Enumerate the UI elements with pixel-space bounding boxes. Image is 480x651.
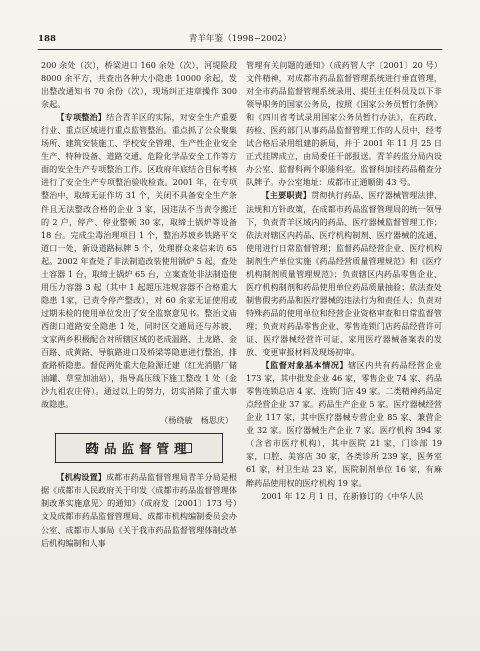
- page-header: [38, 33, 442, 50]
- section-special-rectification: [41, 111, 237, 411]
- running-title: 青羊年鉴（1998~2002）: [188, 34, 292, 44]
- section-banner: [55, 433, 223, 463]
- section-text: 辖区内共有药品经营企业 173 家，其中批发企业 46 家，零售企业 74 家、药品零售连锁总店 4 家、连锁门店 49 家。二类精神药品定点经营企业 37 家。药品生产企业 5 家。医疗器械经营企业 117 家，其中医疗器械专营企业 85 家、兼营企业 32 家。医疗器械生产企业 7 家。医疗机构 394 家（含省市医疗机构），其中医院 21 家，门诊部 19 家，口腔、美容店 30 家，各类诊所 239 家，医务室 61 家，村卫生站 23 家，医院制剂单位 16 家，有麻醉药品使用权的医疗机构 19 家。: [246, 360, 442, 488]
- section-text: 贯彻执行药品、医疗器械管理法律、法规和方针政策，在成都市药品监督管理局的统一领导下，负责青羊区域内的药品、医疗器械监督管理工作；依法对辖区内药品、医疗机构制剂、医疗器械的流通、使用进行日常监督管理；监督药品经营企业、医疗机构制剂生产单位实施《药品经营质量管理规范》和《医疗机构制剂质量管理规范》；负责辖区内药品零售企业、医疗机构制剂和药品使用单位药品质量抽验；依法查处制售假劣药品和医疗器械的违法行为和责任人；负责对特殊药品的使用单位和经营企业资格审查和日常监督管理；负责对药品零售企业、零售连锁门店药品经营许可证、医疗器械经营许可证、家用医疗器械备案表的发放、变更审报材料及现场初审。: [246, 190, 442, 358]
- page-number: 188: [38, 34, 56, 44]
- section-supervised-objects: [246, 359, 442, 489]
- paragraph-continued: 管理有关问题的通知》（成药管人字〔2001〕20 号）文件精神，对成都市药品监督管理系统进行垂直管理，对全市药品监督管理系统录用、提任主任科员及以下非领导职务的国家公务员，按照《国家公务员暂行条例》和《四川省考试录用国家公务员暂行办法》，在药政、药检、医药部门从事药品监督管理工作的人员中，经考试合格后录用组建的新局，并于 2001 年 11 月 25 日正式挂牌成立，由局委任干部报送。青羊药监分局内设办公室、监督科两个职能科室。监督科加挂药品稽查分队牌子。办公室地址：成都市正通顺街 43 号。: [246, 60, 442, 188]
- banner-title: 药品监督管理: [86, 440, 192, 456]
- paragraph: 2001 年 12 月 1 日，在新修订的《中华人民: [261, 490, 424, 501]
- right-column: [246, 59, 442, 503]
- section-text: 结合青羊区的实际，对安全生产重要行业、重点区域进行重点监管整治。重点抓了公众聚集场所、建筑安装施工、学校安全管理、生产性企业安全生产、特种设备、道路交通、危险化学品安全工作等方面的安全生产专项整治工作。区政府年底结合目标考核进行了安全生产专项整治验收检查。2001 年，在专项整治中，取缔无证作坊 31 个，关闭不具备安全生产条件且无法整改合格的企业 3 家，因违法不当责令搬迁的 2 户，停产、停业整顿 30 家，取缔土锅炉等设备 18 台。完成尘毒治理项目 1 个，整治苏坡乡铁路平交道口一处，新设道路标牌 5 个，处理群众来信来访 65 起。2002 年查处了非法制造改装使用锅炉 5 起，查处土容器 1 台，取缔土锅炉 65 台，立案查处非法制造使用压力容器 3 起（其中 1 起超压违规容器不合格重大隐患 1家，已责令停产整改），对 60 余家无证使用或过期未检的使用单位发出了安全监察意见书。整治文庙西街口道路安全隐患 1 处，同时区交通局还与苏坡、文家两乡积极配合对所辖区域的老成温路、土龙路、金百路、成黄路、导航路进口及桥梁等隐患进行整治，排查路桥隐患。督促两处重大危险源迁建（红光消腊厂储油罐、草堂加油站），指导高压线下施工整改 1 处（金沙九祖农庄侍）。通过以上的努力，切实消除了重大事故隐患。: [41, 112, 237, 410]
- section-organization: [41, 471, 237, 549]
- section-tag: 【主要职责】: [261, 190, 312, 201]
- section-tag: 【机构设置】: [56, 472, 107, 483]
- section-text: 成都市药品监督管理局青羊分局是根据《成都市人民政府关于印发〈成都市药品监督管理体制改革实施意见〉的通知》（成府发〔2001〕173 号）文及成都市药品监督管理局、成都市机构编制委员会办公室、成都市人事局《关于我市药品监督管理体制改革后机构编制和人事: [41, 472, 237, 548]
- banner-square-icon: [86, 443, 96, 453]
- paragraph-continued: 200 余处（次），桥梁进口 160 余处（次），河堤险段 8000 余平方，共查出各种大小隐患 10000 余起，发出整改通知书 70 余份（次），现场纠正违章操作 300 余起。: [41, 60, 237, 110]
- section-tag: 【专项整治】: [56, 112, 107, 123]
- left-column: [41, 59, 237, 550]
- section-main-duties: [246, 189, 442, 359]
- author-signature: （杨绕敏 杨思庆）: [160, 415, 233, 426]
- banner-square-icon: [182, 443, 192, 453]
- section-tag: 【监督对象基本情况】: [261, 360, 349, 371]
